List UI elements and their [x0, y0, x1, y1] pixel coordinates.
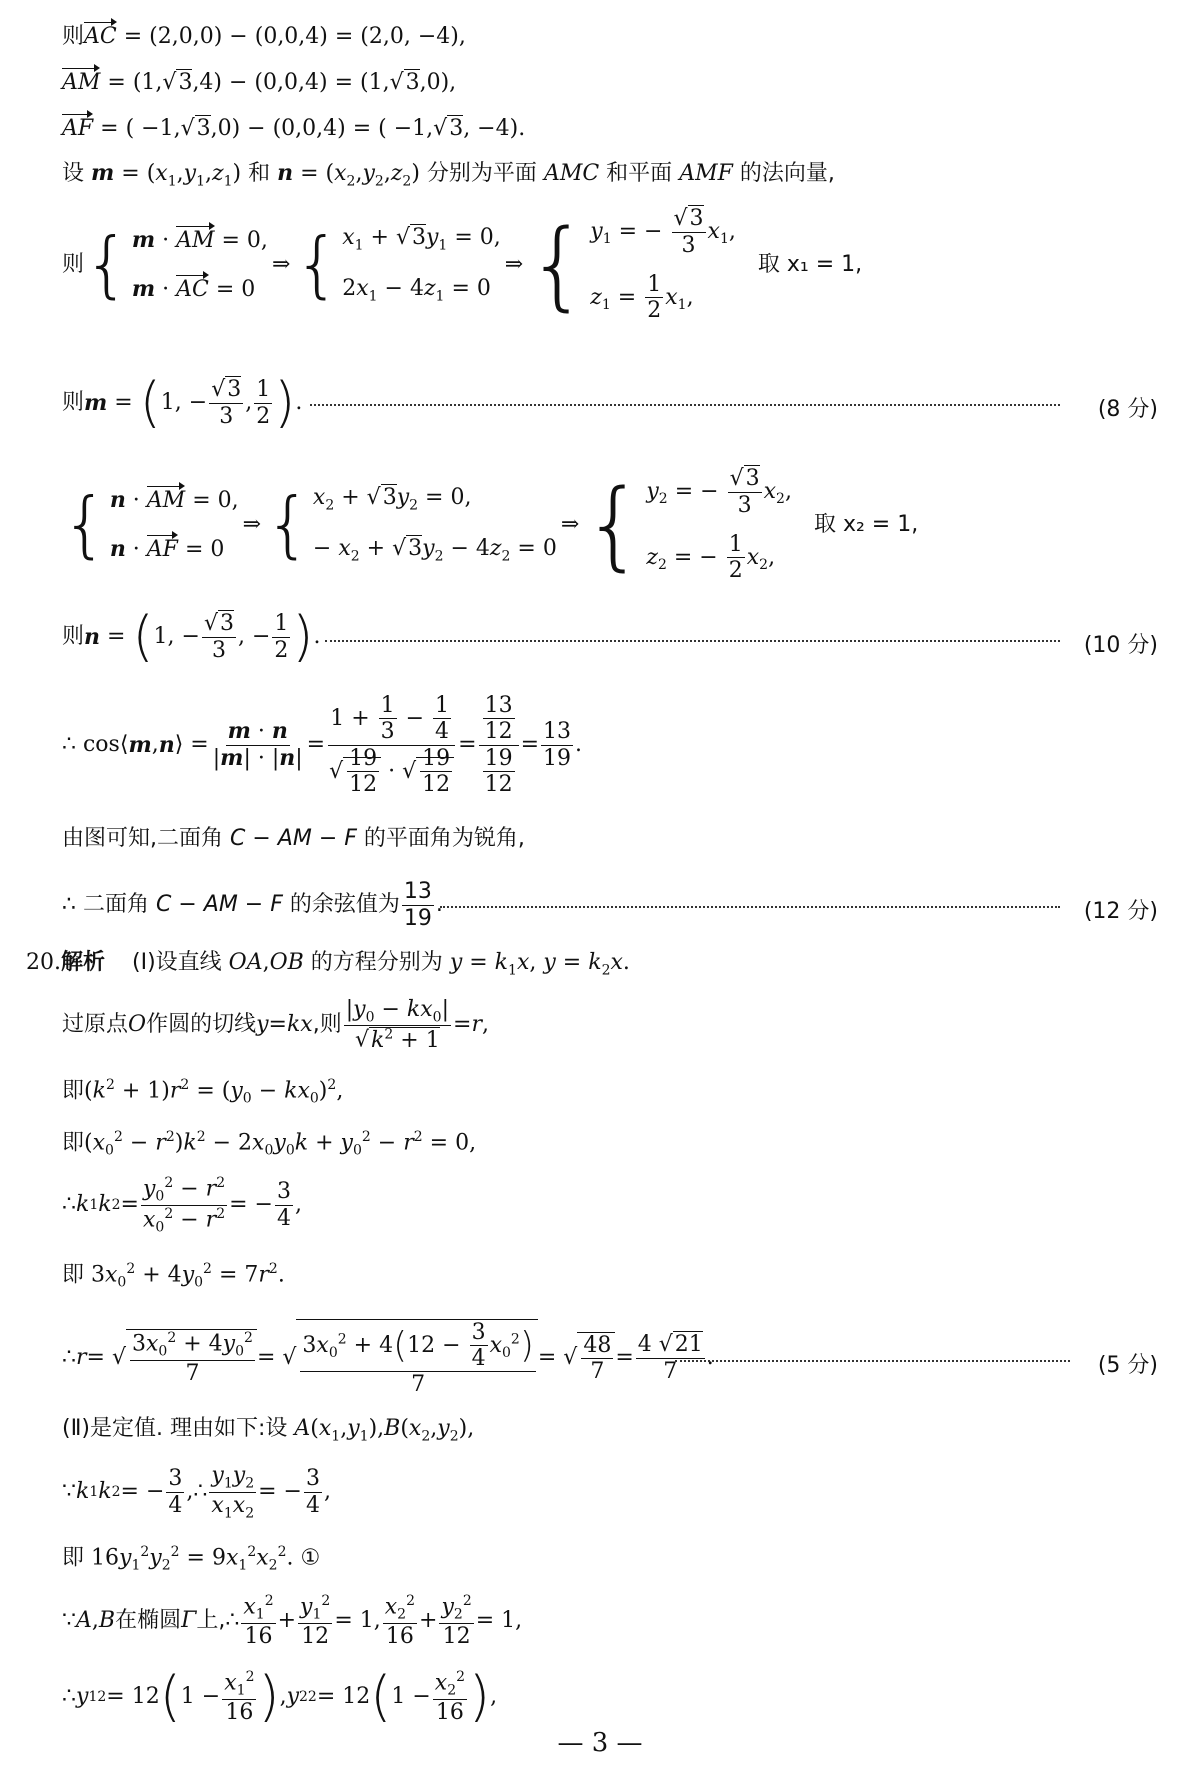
- dot-leader: [310, 404, 1060, 406]
- q20-line11: ∵ A , B 在椭圆 Γ 上, ∴ $\frac{x_1^2}{16}$ + $\frac{y_1^2}{12}$ = 1, $\frac{x_2^2}{16}$ + $\frac{y_2^2}{12}$ = 1,: [62, 1592, 523, 1649]
- line-m-result: 则 m = ( 1, − $\frac{√3}{3}$ , $\frac{1}{2}$ ) .: [62, 371, 303, 434]
- line-cosine-value: ∴ 二面角 C − AM − F 的余弦值为 $\frac{13}{19}$ .: [62, 879, 443, 931]
- line-n-result: 则 n = ( 1, − $\frac{√3}{3}$ , − $\frac{1}{2}$ ) .: [62, 605, 321, 668]
- system-m: 则 { m · AM = 0, m · AC = 0 ⇒ { $x_1 + √3y_1 = 0$, $2x_1 - 4z_1 = 0$ ⇒ { $y_1$ = − $\frac{√3}{3}$ $x_1$, $z_1$ = $\frac{1}{2}$ $x_1$, 取 x₁ = 1,: [62, 206, 863, 324]
- q20-line12: ∴ y 1 2 = 12 ( 1 − $\frac{x_1^2}{16}$ ) , y 2 2 = 12 ( 1 − $\frac{x_2^2}{16}$ ) ,: [62, 1665, 498, 1728]
- q20-line3: 即$(k^2 + 1)r^2 = (y_0 - kx_0)^2$,: [62, 1077, 344, 1107]
- line-acute-angle: 由图可知,二面角 C − AM − F 的平面角为锐角,: [62, 826, 525, 851]
- q20-line9: ∵ k 1 k 2 = − $\frac{3}{4}$ ,∴ $\frac{y_1y_2}{x_1x_2}$ = − $\frac{3}{4}$ ,: [62, 1463, 331, 1521]
- dot-leader: [325, 640, 1060, 642]
- score-5: (5 分): [1097, 1353, 1158, 1378]
- q20-part1-line1: 20.解析 (Ⅰ)设直线 OA,OB 的方程分别为 $y = k_1x$, $y = k_2x$.: [26, 950, 630, 979]
- line-ac-vector: 则AC = (2,0,0) − (0,0,4) = (2,0, −4),: [62, 24, 466, 49]
- line-am-vector: AM = (1,√3,4) − (0,0,4) = (1,√3,0),: [62, 70, 457, 95]
- take-x2: 取 x₂ = 1,: [813, 512, 919, 537]
- line-af-vector: AF = ( −1,√3,0) − (0,0,4) = ( −1,√3, −4).: [62, 116, 526, 141]
- q20-tangent: 过原点 O 作圆的切线 y = kx ,则 $\frac{|y_0 - kx_0|}{√k^2 + 1}$ = r ,: [62, 996, 489, 1053]
- score-10: (10 分): [1083, 633, 1158, 658]
- q20-part2: (Ⅱ)是定值. 理由如下:设 $A(x_1,y_1),B(x_2,y_2)$,: [62, 1416, 475, 1445]
- take-x1: 取 x₁ = 1,: [757, 252, 863, 277]
- q20-line5: ∴ k 1 k 2 = $\frac{y_0^2 - r^2}{x_0^2 - r^2}$ = − $\frac{3}{4}$ ,: [62, 1174, 302, 1236]
- line-normal-vectors-def: 设 $m = (x_1,y_1,z_1)$ 和 $n = (x_2,y_2,z_2)$ 分别为平面 AMC 和平面 AMF 的法向量,: [62, 160, 835, 190]
- score-8: (8 分): [1097, 397, 1158, 422]
- question-number: 20.: [26, 950, 61, 975]
- score-12: (12 分): [1083, 899, 1158, 924]
- q20-line7: ∴ r = √ $\frac{3x_0^2 + 4y_0^2}{7}$ = √ $3x_0^2 + 4(12$ − $\frac{3}{4}$ $x_0^2$) 7 = √ $\frac{48}{7}$ = $\frac{4 √21}{7}$ .: [62, 1319, 714, 1398]
- dot-leader: [440, 906, 1060, 908]
- system-n: { n · AM = 0, n · AF = 0 ⇒ { $x_2 + √3y_2 = 0$, − $x_2 + √3y_2 - 4z_2 = 0$ ⇒ { $y_2$ = − $\frac{√3}{3}$ $x_2$, $z_2$ = − $\frac{1}{2}$ $x_2$, 取 x₂ = 1,: [62, 466, 919, 584]
- analysis-label: 解析: [61, 950, 106, 975]
- q20-line10: 即 $16y_1^2y_2^2 = 9x_1^2x_2^2$. ①: [62, 1544, 321, 1574]
- q20-line4: 即$(x_0^2 - r^2)k^2 - 2x_0y_0k + y_0^2 - r^2 = 0$,: [62, 1129, 477, 1159]
- page-number: — 3 —: [557, 1728, 643, 1758]
- dot-leader: [675, 1360, 1070, 1362]
- q20-line6: 即 $3x_0^2 + 4y_0^2 = 7r^2$.: [62, 1261, 285, 1291]
- line-cosine: ∴ cos⟨ m , n ⟩ = $\frac{m \cdot n}{|m| \cdot |n|}$ = 1 + $\frac{1}{3}$ − $\frac{1}{4}$ √ $\frac{19}{12}$ · √ $\frac{19}{12}$ = $\frac{\frac{13}{12}}{\frac{19}{12}}$ = $\frac{13}{19}$ .: [62, 692, 583, 797]
